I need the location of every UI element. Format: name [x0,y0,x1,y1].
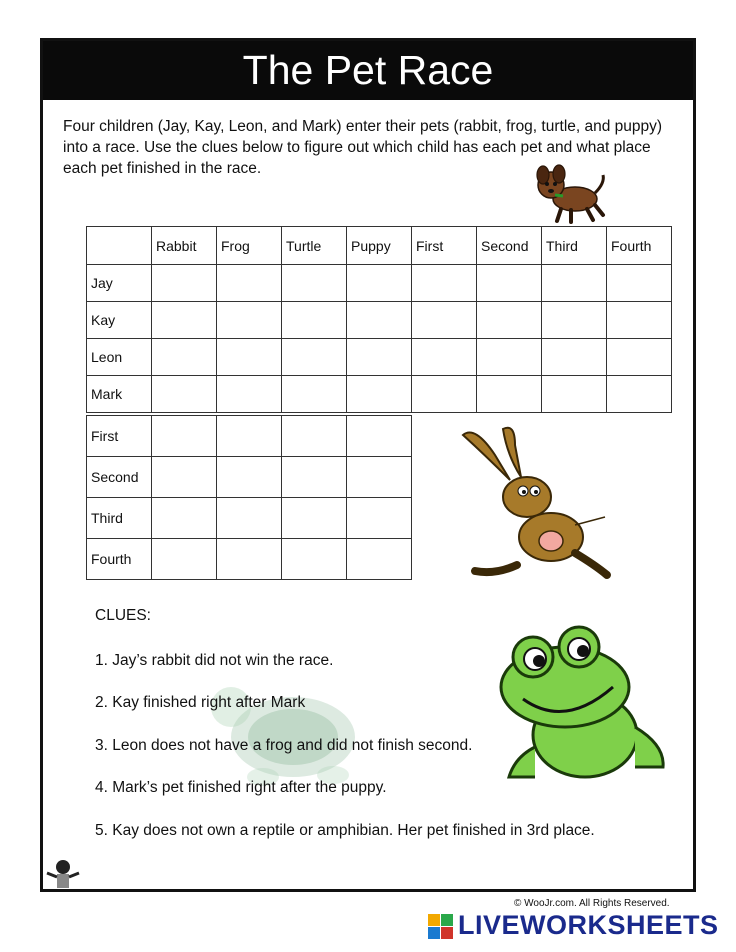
row-header: Mark [87,376,152,413]
column-header: Rabbit [152,227,217,265]
column-header: Fourth [607,227,672,265]
grid-cell[interactable] [347,416,412,457]
row-header: Jay [87,265,152,302]
grid-cell[interactable] [217,416,282,457]
grid-cell[interactable] [282,416,347,457]
row-header: Leon [87,339,152,376]
grid-cell[interactable] [217,376,282,413]
clue-item: 3. Leon does not have a frog and did not finish second. [95,737,473,754]
grid-cell[interactable] [152,265,217,302]
grid-cell[interactable] [282,302,347,339]
grid-cell[interactable] [347,457,412,498]
grid-cell[interactable] [217,265,282,302]
column-header: Frog [217,227,282,265]
grid-cell[interactable] [217,457,282,498]
grid-cell[interactable] [152,457,217,498]
grid-cell[interactable] [152,339,217,376]
grid-cell[interactable] [217,539,282,580]
grid-cell[interactable] [542,265,607,302]
grid-cell[interactable] [542,376,607,413]
copyright-text: © WooJr.com. All Rights Reserved. [514,898,670,909]
grid-cell[interactable] [217,339,282,376]
grid-cell[interactable] [477,376,542,413]
page-title: The Pet Race [43,41,693,100]
grid-cell[interactable] [607,339,672,376]
logic-grid-places [86,415,412,580]
grid-cell[interactable] [477,339,542,376]
grid-cell[interactable] [217,498,282,539]
column-header: Second [477,227,542,265]
grid-cell[interactable] [477,302,542,339]
grid-cell[interactable] [282,339,347,376]
grid-cell[interactable] [412,265,477,302]
puppy-illustration [531,165,611,225]
grid-cell[interactable] [152,302,217,339]
grid-cell[interactable] [542,339,607,376]
grid-cell[interactable] [152,539,217,580]
column-header: Puppy [347,227,412,265]
grid-cell[interactable] [347,539,412,580]
grid-cell[interactable] [347,339,412,376]
grid-cell[interactable] [152,498,217,539]
frog-illustration [495,617,675,787]
clues-heading: CLUES: [95,607,151,624]
grid-cell[interactable] [347,265,412,302]
grid-cell[interactable] [282,265,347,302]
brand-name[interactable]: LIVEWORKSHEETS [458,910,719,940]
grid-cell[interactable] [282,376,347,413]
grid-cell[interactable] [152,416,217,457]
grid-cell[interactable] [412,376,477,413]
row-header: First [87,416,152,457]
grid-cell[interactable] [477,265,542,302]
clue-item: 5. Kay does not own a reptile or amphibian. Her pet finished in 3rd place. [95,822,595,839]
row-header: Kay [87,302,152,339]
mascot-icon [45,859,85,895]
rabbit-illustration [455,425,615,585]
column-header: Turtle [282,227,347,265]
grid-cell[interactable] [607,376,672,413]
grid-cell[interactable] [607,302,672,339]
grid-cell[interactable] [412,302,477,339]
grid-cell[interactable] [152,376,217,413]
clue-item: 1. Jay’s rabbit did not win the race. [95,652,334,669]
grid-cell[interactable] [607,265,672,302]
grid-cell[interactable] [282,539,347,580]
grid-cell[interactable] [542,302,607,339]
clue-item: 4. Mark’s pet finished right after the puppy. [95,779,387,796]
worksheet [40,38,696,892]
grid-cell[interactable] [412,339,477,376]
logic-grid-children [86,226,672,413]
grid-cell[interactable] [217,302,282,339]
row-header: Second [87,457,152,498]
column-header: Third [542,227,607,265]
intro-text: Four children (Jay, Kay, Leon, and Mark) enter their pets (rabbit, frog, turtle, and puppy) into a race. Use the clues below to figure out which child has each pet and what place each pet finished in the race. [63,118,663,177]
grid-cell[interactable] [282,498,347,539]
grid-corner-cell [87,227,152,265]
row-header: Fourth [87,539,152,580]
liveworksheets-logo-icon [428,914,454,940]
row-header: Third [87,498,152,539]
grid-cell[interactable] [347,376,412,413]
grid-cell[interactable] [347,498,412,539]
clue-item: 2. Kay finished right after Mark [95,694,306,711]
grid-cell[interactable] [347,302,412,339]
column-header: First [412,227,477,265]
grid-cell[interactable] [282,457,347,498]
